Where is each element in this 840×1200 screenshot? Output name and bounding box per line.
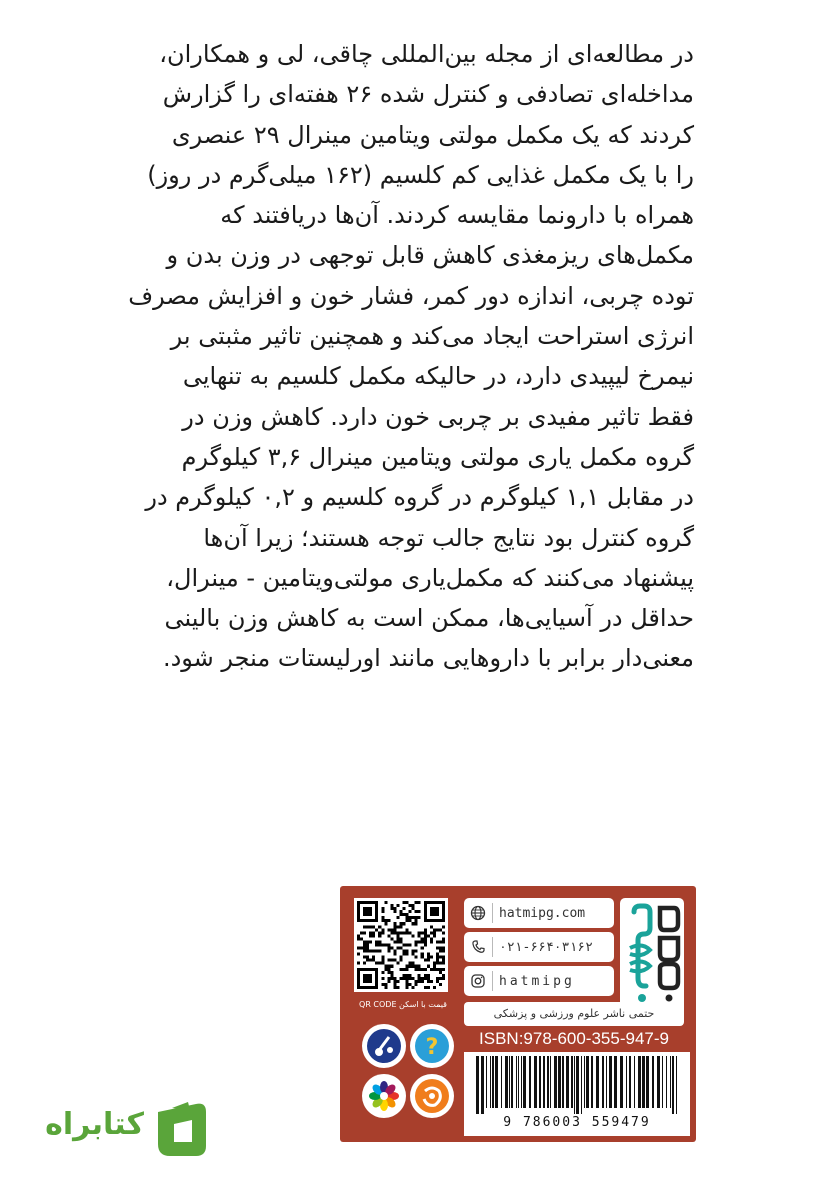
publisher-logo [620, 898, 684, 1014]
excerpt-line: حداقل در آسیایی‌ها، ممکن است به کاهش وزن بالینی [164, 604, 694, 633]
badge-flower-icon [362, 1074, 406, 1118]
instagram-text: hatmipg [499, 973, 575, 989]
excerpt-line: را با یک مکمل غذایی کم کلسیم (۱۶۲ میلی‌گرم در روز) [147, 160, 694, 189]
excerpt-line: نیمرخ لیپیدی دارد، در حالیکه مکمل کلسیم به تنهایی [182, 362, 694, 391]
badge-question-icon [410, 1024, 454, 1068]
barcode-bars [472, 1056, 682, 1114]
excerpt-line: معنی‌دار برابر با داروهایی مانند اورلیستات منجر شود. [162, 644, 694, 673]
excerpt-line: کردند که یک مکمل مولتی ویتامین مینرال ۲۹ عنصری [171, 120, 694, 149]
publisher-box [340, 886, 696, 1142]
excerpt-line: در مقابل ۱,۱ کیلوگرم در گروه کلسیم و ۰,۲ کیلوگرم در [145, 483, 694, 512]
qr-code[interactable] [354, 898, 448, 992]
svg-text:?: ? [425, 1035, 439, 1060]
isbn-number: ISBN:978-600-355-947-9 [479, 1029, 669, 1048]
barcode-digits: 9 786003 559479 [503, 1115, 651, 1130]
hatmi-logo-graphic [620, 898, 684, 1014]
excerpt-line: پیشنهاد می‌کنند که مکمل‌یاری مولتی‌ویتامین - مینرال، [166, 563, 694, 592]
ketabrah-logo-text: کتابراه [45, 1107, 144, 1142]
globe-icon [468, 903, 493, 923]
website-row[interactable] [464, 898, 614, 928]
book-excerpt [62, 34, 694, 679]
phone-icon [468, 937, 493, 957]
phone-row[interactable] [464, 932, 614, 962]
instagram-row[interactable] [464, 966, 614, 996]
phone-text: ۰۲۱-۶۶۴۰۳۱۶۲ [499, 939, 593, 955]
excerpt-line: گروه مکمل یاری مولتی ویتامین مینرال ۳,۶ کیلوگرم [181, 442, 694, 471]
excerpt-line: انرژی استراحت ایجاد می‌کند و همچنین تاثیر مثبتی بر [170, 322, 694, 351]
excerpt-line: در مطالعه‌ای از مجله بین‌المللی چاقی، لی و همکاران، [159, 40, 694, 68]
publisher-tagline: حتمی ناشر علوم ورزشی و پزشکی [464, 1002, 684, 1026]
excerpt-line: توده چربی، اندازه دور کمر، فشار خون و افزایش مصرف [128, 281, 694, 310]
qr-code-graphic [357, 901, 445, 989]
website-text: hatmipg.com [499, 905, 586, 921]
excerpt-line: فقط تاثیر مفیدی بر چربی خون دارد. کاهش وزن در [182, 402, 694, 431]
badge-orange-icon [410, 1074, 454, 1118]
qr-price-label: قیمت با اسکن QR CODE [359, 1000, 447, 1009]
excerpt-line: مداخله‌ای تصادفی و کنترل شده ۲۶ هفته‌ای را گزارش [162, 80, 694, 109]
barcode [464, 1052, 690, 1136]
badge-music-icon [362, 1024, 406, 1068]
instagram-icon [468, 971, 493, 991]
excerpt-line: مکمل‌های ریزمغذی کاهش قابل توجهی در وزن بدن و [166, 241, 694, 270]
excerpt-line: گروه کنترل بود نتایج جالب توجه هستند؛ زیرا آن‌ها [203, 523, 694, 552]
excerpt-line: همراه با دارونما مقایسه کردند. آن‌ها دریافتند که [220, 201, 694, 230]
